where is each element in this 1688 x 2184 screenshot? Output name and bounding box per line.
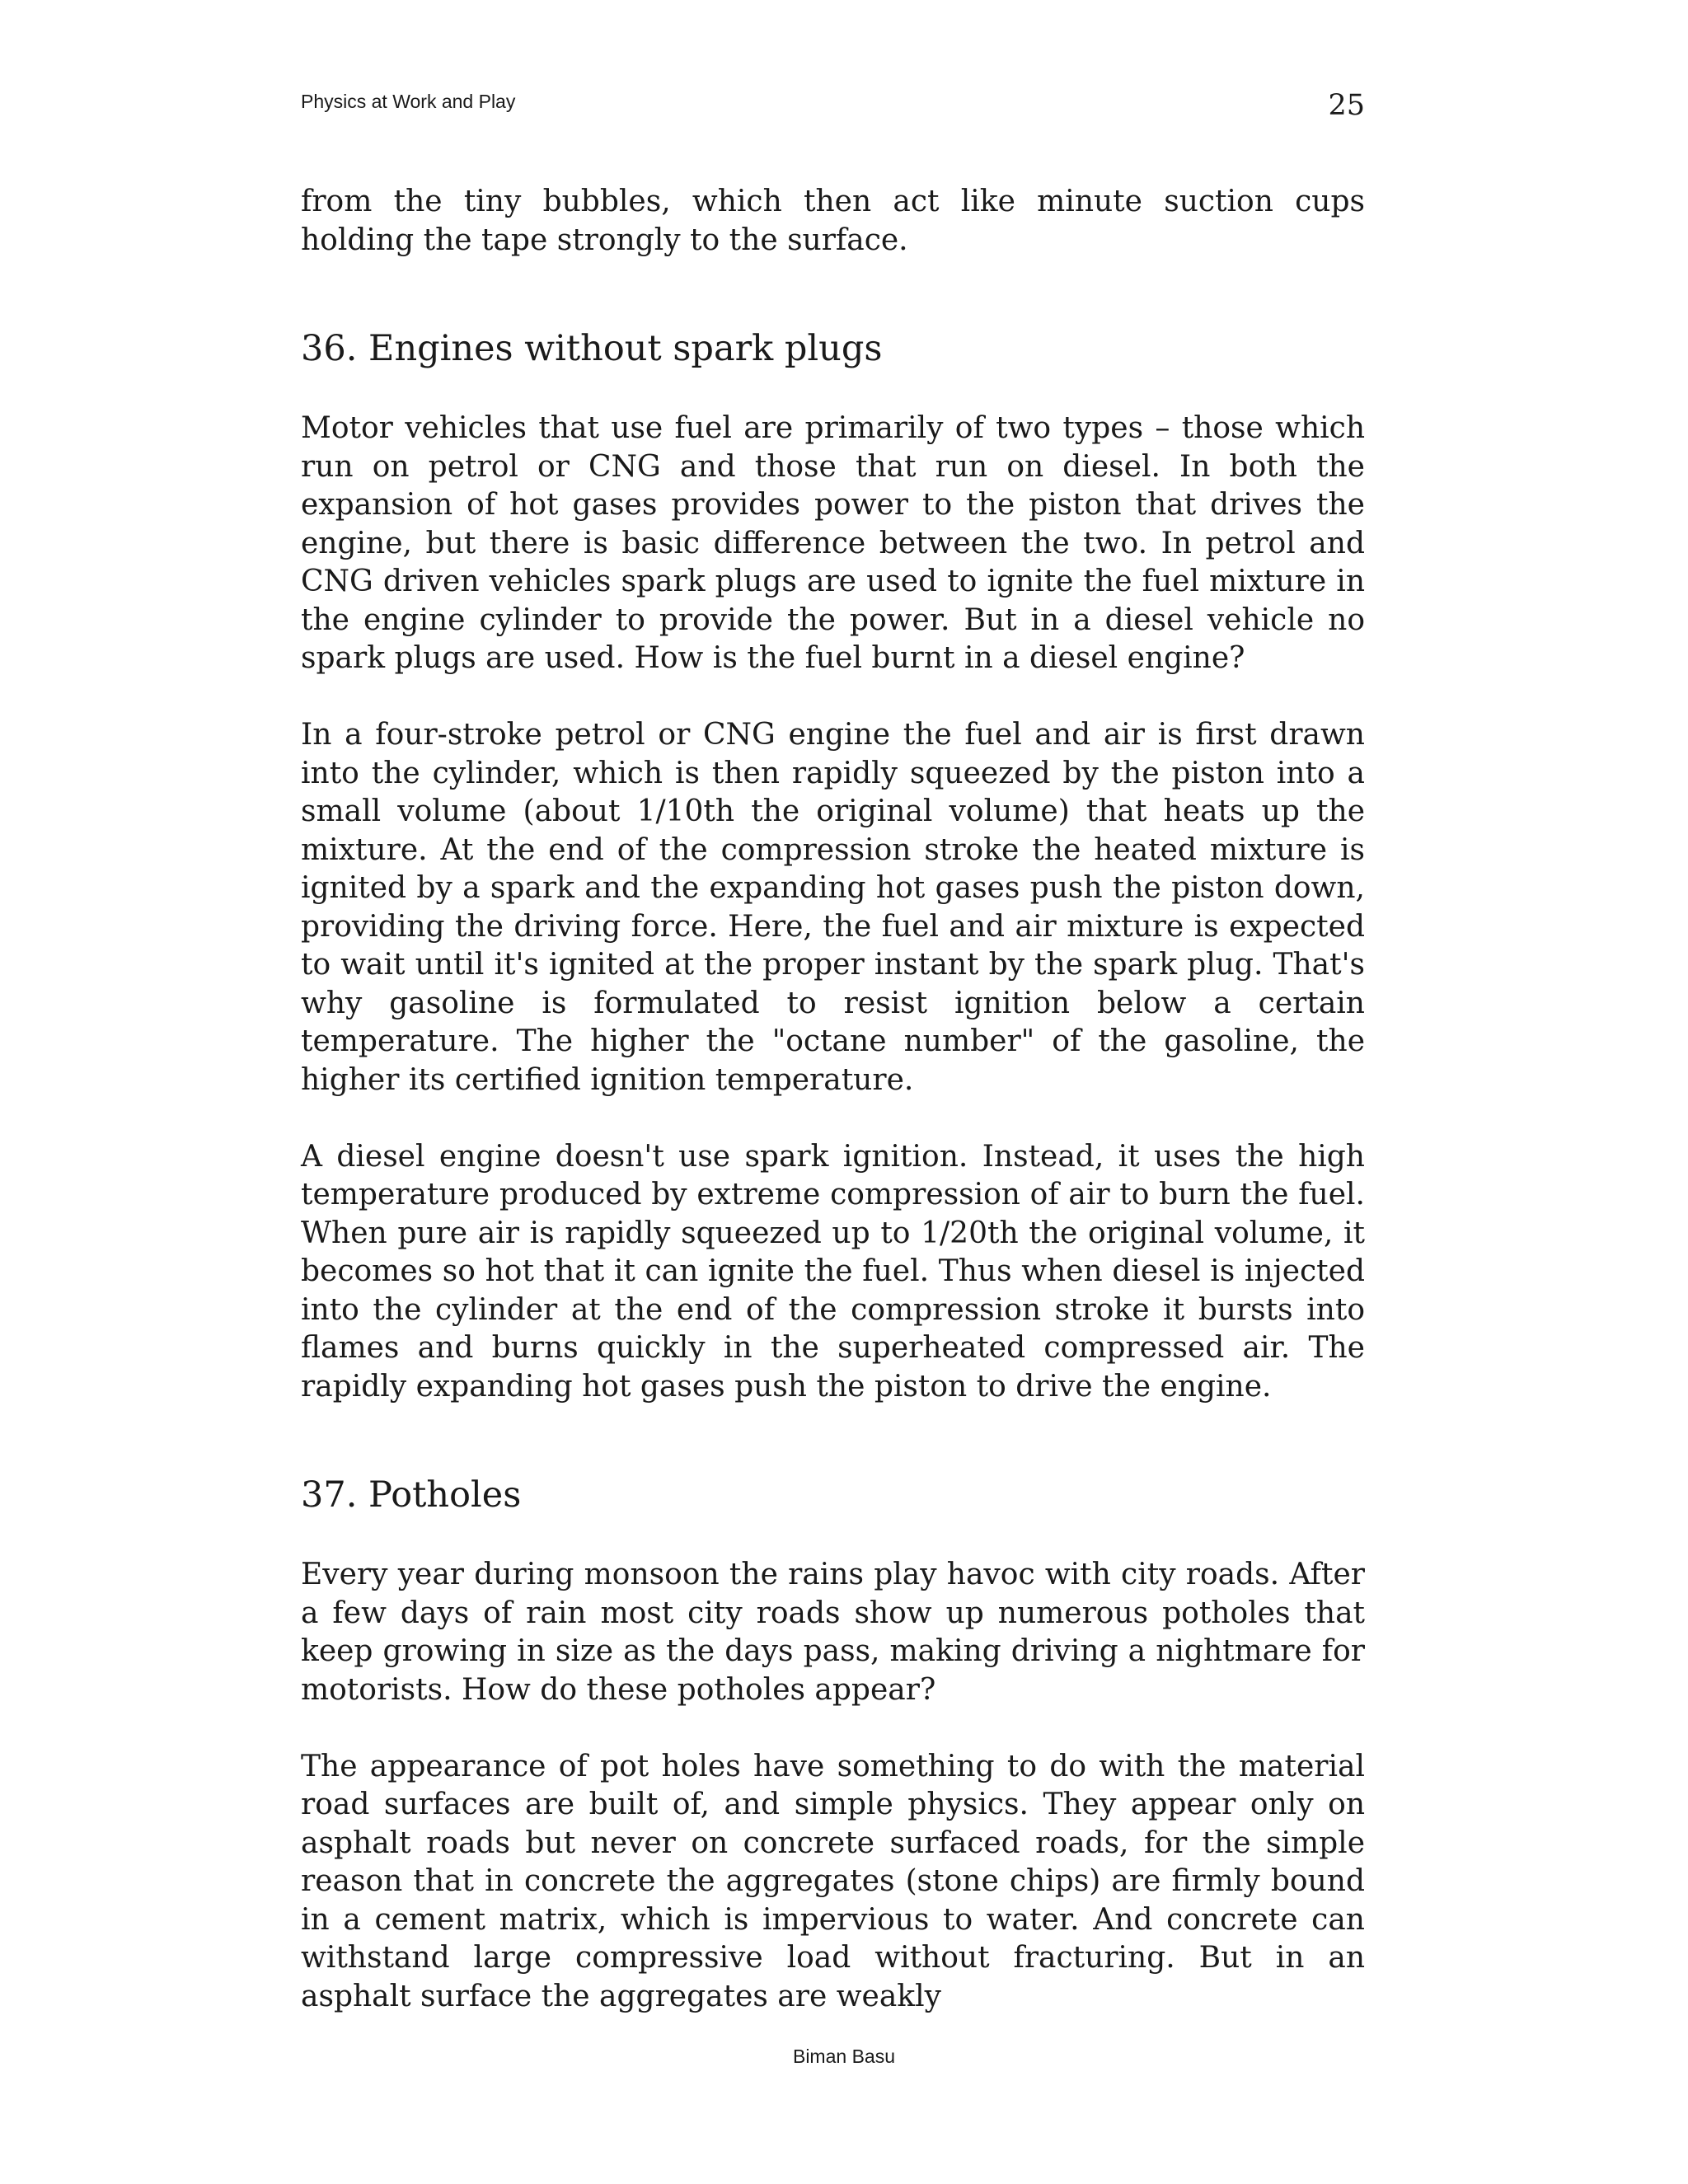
paragraph: In a four-stroke petrol or CNG engine the fuel and air is first drawn into the cylinder, which is then rapidly squeezed by the piston into a small volume (about 1/10th the original volume) that heats up the mixture. At the end of the compression stroke the heated mixture is ignited by a spark and the expanding hot gases push the piston down, providing the driving force. Here, the fuel and air mixture is expected to wait until it's ignited at the proper instant by the spark plug. That's why gasoline is formulated to resist ignition below a certain temperature. The higher the "octane number" of the gasoline, the higher its certified ignition temperature. — [301, 718, 1365, 1097]
section-heading-37: 37. Potholes — [301, 1474, 522, 1516]
running-title: Physics at Work and Play — [301, 91, 516, 112]
paragraph: The appearance of pot holes have something to do with the material road surfaces are built of, and simple physics. They appear only on asphalt roads but never on concrete surfaced roads, for the simple reason that in concrete the aggregates (stone chips) are firmly bound in a cement matrix, which is impervious to water. And concrete can withstand large compressive load without fracturing. But in an asphalt surface the aggregates are weakly — [301, 1749, 1365, 2013]
paragraph: Motor vehicles that use fuel are primarily of two types – those which run on petrol or CNG and those that run on diesel. In both the expansion of hot gases provides power to the piston that drives the engine, but there is basic difference between the two. In petrol and CNG driven vehicles spark plugs are used to ignite the fuel mixture in the engine cylinder to provide the power. But in a diesel vehicle no spark plugs are used. How is the fuel burnt in a diesel engine? — [301, 411, 1365, 675]
continuation-paragraph: from the tiny bubbles, which then act like minute suction cups holding the tape strongly to the surface. — [301, 185, 1365, 257]
page-body — [301, 183, 1365, 2016]
section-heading-36: 36. Engines without spark plugs — [301, 328, 883, 369]
page-number: 25 — [1328, 89, 1365, 122]
footer-author: Biman Basu — [792, 2046, 895, 2067]
paragraph: Every year during monsoon the rains play havoc with city roads. After a few days of rain most city roads show up numerous potholes that keep growing in size as the days pass, making driving a nightmare for motorists. How do these potholes appear? — [301, 1558, 1365, 1707]
paragraph: A diesel engine doesn't use spark ignition. Instead, it uses the high temperature produced by extreme compression of air to burn the fuel. When pure air is rapidly squeezed up to 1/20th the original volume, it becomes so hot that it can ignite the fuel. Thus when diesel is injected into the cylinder at the end of the compression stroke it bursts into flames and burns quickly in the superheated compressed air. The rapidly expanding hot gases push the piston to drive the engine. — [301, 1139, 1365, 1404]
